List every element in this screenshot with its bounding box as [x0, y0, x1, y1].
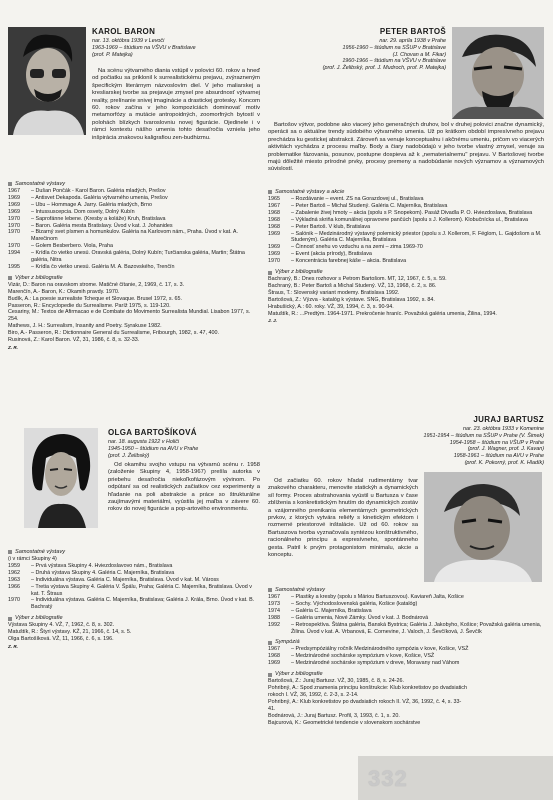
karol-bio-3: (prof. P. Matejka) [92, 51, 133, 58]
karol-text [92, 68, 260, 142]
item-text: – Plastiky a kresby (spolu s Máriou Bartuszovou). Kaviareň Jalta, Košice [291, 593, 464, 600]
item-year: 1967 [268, 593, 280, 600]
list-item [268, 594, 544, 601]
bibliography-entry: Matuštík, R.: Štyri výstavy. KŽ, 21, 1966, č. 14, s. 5. [8, 629, 132, 636]
item-text: – Peter Bartoš. V klub, Bratislava [291, 223, 371, 230]
peter-bib-list [268, 276, 544, 317]
peter-bib-heading: Výber z bibliografie [268, 269, 544, 276]
karol-bio-1: nar. 13. októbra 1939 v Levoči [92, 38, 165, 44]
karol-solo-list [8, 188, 260, 271]
section-marker-icon [8, 276, 12, 280]
item-year: 1969 [8, 201, 20, 208]
karol-name: KAROL BARON [92, 27, 156, 36]
item-text: – Krídla čo vietko unesú. Oravská galéria, Dolný Kubín; Turčianska galéria, Martin; Štátna galéria, Nitra [31, 250, 245, 264]
list-item [268, 601, 544, 608]
peter-name: PETER BARTOŠ [379, 27, 446, 36]
juraj-solo-heading: Samostatné výstavy [268, 587, 544, 594]
item-text: – Peter Bartoš – Michal Studený. Galéria C. Majerníka, Bratislava [291, 202, 448, 209]
juraj-text [268, 478, 418, 559]
list-item [8, 563, 260, 570]
list-item [8, 264, 260, 271]
item-year: 1967 [8, 187, 20, 194]
item-text: – Zabalenie živej hmoty – akcia (spolu s P. Snopekom). Pasáž Divadla P. O. Hviezdoslava, Bratislava [291, 209, 533, 216]
juraj-header [268, 415, 544, 467]
item-text: – Výkladná skriňa komunálnej opravovne pančúch (spolu s J. Kollerom). Klobučnícka ul., Bratislava [291, 216, 529, 223]
item-year: 1968 [268, 216, 280, 223]
juraj-paragraph: Od začiatku 60. rokov hľadal rudimentárny tvar znakového charakteru, menovite statickýh a dynamických síl formy. Proces abstrahovania vyústil u Bartusza v čase zblíženia s konkretistickým hnutím do dynamických zostáv a vzájomného prenikania elementárnych geometrických prvkov, z ktorých vytvára reliéfy s kinetickým efektom i rozmerné priestorové inštalácie. Už od 60. rokov sa Bartuszova tvorba vyznačovala syntézou konštruktivného, racionálneho princípu a expresívneho, spontánneho gesta. Patril k prvým protagonistom minimalu, akcie a konceptu. [268, 478, 418, 559]
bibliography-entry: Bodnárová, J.: Juraj Bartusz. Profil, 3, 1993, č. 1, s. 20. [268, 712, 400, 719]
item-text: – Individuálna výstava. Galéria C. Majerníka, Bratislava; Galéria J. Krála, Brno. Úvod v kat. B. Bachratý [31, 597, 255, 611]
peter-solo-list [268, 196, 544, 265]
list-item [268, 653, 544, 660]
bibliography-entry: Marenčín, A.- Baron, K.: Okamih pravdy. 1970. [8, 288, 120, 295]
peter-signature: J. J. [268, 318, 277, 324]
list-item [268, 608, 544, 615]
juraj-bio-2: 1951-1954 – štúdium na SŠUP v Prahe (V. Šimek) [423, 432, 544, 439]
item-text: – Koncentrácia farebnej káše – akcia. Bratislava [291, 258, 407, 265]
juraj-bio-6: (prof. K. Pokorný, prof. K. Hladík) [464, 459, 544, 466]
section-marker-icon [8, 617, 12, 621]
bibliography-entry: Bartošová, Z.: Výzva - katalóg k výstave. SNG, Bratislava 1992, s. 84. [268, 296, 435, 303]
karol-header [92, 27, 257, 58]
list-item [8, 597, 260, 611]
item-year: 1973 [268, 600, 280, 607]
bibliography-entry: Bartošová, Z.: Juraj Bartusz. VŽ, 30, 1985, č. 8, s. 24-26. [268, 678, 405, 685]
item-text: – Sochy. Východoslovenská galéria, Košice (katalóg) [291, 600, 418, 607]
peter-lists [268, 186, 544, 324]
bibliography-entry: Rusinová, Z.: Karol Baron. VŽ, 31, 1986, č. 8, s. 32-33. [8, 337, 140, 344]
item-text: – Retrospektíva. Štátna galéria, Banská Bystrica; Galéria J. Jakobyho, Košice; Považská galéria umenia, Žilina. Úvod v kat. A. Vrbanová, E. Cornevine, J. Valoch, J. Ševčíková, J. Ševčík [291, 621, 542, 635]
peter-bio-2: 1956-1960 – štúdium na SŠUP v Bratislave [342, 44, 446, 51]
olga-solo-heading: Samostatné výstavy [8, 549, 260, 556]
olga-solo-list [8, 563, 260, 611]
item-year: 1970 [8, 597, 20, 604]
olga-paragraph: Od okamihu svojho vstupu na výtvarnú scénu r. 1958 (založenie Skupiny 4, 1958-1967) prešla autorka v priebehu desaťročia niekoľkofázovým vývinom. Po odpútaní sa od realistických začiatkov cez experimenty a hľadanie na poli abstrakcie a práce so štrukturálne zaujímavými materiálmi, vyústila jej maľba v závere 60. rokov do novej figurácie a pop-artového environmentu. [108, 462, 260, 513]
list-item [268, 660, 544, 667]
juraj-sym-list [268, 646, 544, 667]
bibliography-entry: Cesariny, M.: Textos de Afirmacao e de Combate do Movimento Surrealista Mundial. Lisabon 1977, s. 254. [8, 309, 251, 323]
bibliography-entry: Bajcurová, K.: Geometrické tendencie v slovenskom sochárstve [268, 719, 421, 726]
peter-bio-4: 1960-1966 – štúdium na VŠVU v Bratislave [342, 58, 446, 65]
item-text: – Golem Besberbero. Viola, Praha [31, 243, 114, 250]
item-year: 1962 [8, 569, 20, 576]
item-text: – Dušan Pončák - Karol Baron. Galéria mladých, Prešov [31, 187, 166, 194]
karol-lists [8, 178, 260, 351]
item-text: – Event (akcia prírody), Bratislava [291, 251, 372, 258]
item-year: 1967 [268, 646, 280, 653]
list-item [268, 196, 544, 203]
olga-header [108, 428, 258, 459]
juraj-bio-3: 1954-1958 – štúdium na VŠUP v Prahe [449, 439, 544, 446]
olga-lists [8, 546, 260, 650]
list-item [268, 251, 544, 258]
section-marker-icon [8, 550, 12, 554]
list-item [268, 244, 544, 251]
section-marker-icon [268, 588, 272, 592]
juraj-bib-heading: Výber z bibliografie [268, 671, 544, 678]
list-item [268, 258, 544, 265]
peter-header [268, 27, 446, 72]
list-item [8, 250, 260, 264]
peter-bio-5: (prof. J. Želibský, prof. J. Mudroch, prof. P. Matejka) [322, 65, 446, 71]
karol-bib-list [8, 282, 260, 344]
item-text: – Činnosť snehu vo vzduchu a na zemi – zima 1969-70 [291, 244, 423, 251]
peter-bio-1: nar. 29. apríla 1938 v Prahe [379, 38, 446, 44]
section-marker-icon [8, 182, 12, 186]
list-item [8, 577, 260, 584]
item-text: – Krídla čo vietko unesú. Galéria M. A. Bazovského, Trenčín [31, 263, 175, 270]
item-text: – Druhá výstava Skupiny 4. Galéria C. Majerníka, Bratislava [31, 569, 175, 576]
list-item [8, 570, 260, 577]
item-text: – Medzinárodné sochárske sympózium v dreve, Moravany nad Váhom [291, 660, 460, 667]
item-text: – Predsympóziálny ročník Medzinárodného sympózia v kove, Košice, VSŽ [291, 646, 469, 653]
juraj-bio-4: (prof. J. Wagner, prof. J. Kavan) [467, 446, 544, 453]
list-item [8, 188, 260, 195]
list-item [8, 229, 260, 243]
item-year: 1969 [268, 230, 280, 237]
karol-solo-heading: Samostatné výstavy [8, 181, 260, 188]
bibliography-entry: Olga Bartošíková. VŽ, 11, 1966, č. 6, s. 196. [8, 636, 114, 643]
bibliography-entry: Pohribný, A.: Spod znamenia princípu konštrukcie: Klub konkretistov po dvadsiatich rokoch I. VŽ, 36, 1992, č. 2-3, s. 2-14. [268, 685, 467, 698]
item-text: – Medzinárodné sochárske sympózium v kove, Košice, VSŽ [291, 653, 435, 660]
item-text: – Antisvet Dekapoda. Galéria výtvarného umenia, Prešov [31, 194, 168, 201]
karol-signature: Z. R. [8, 345, 18, 350]
olga-bartosikova-portrait [24, 428, 98, 528]
juraj-solo-list [268, 594, 544, 635]
item-text: – Salónik – Medzinárodný výstavný polemický priestor (spolu s J. Kollerom, F. Féglom, L. Gajdošom a M. Studeným). Galéria C. Majerníka, Bratislava [291, 230, 542, 244]
item-text: – Rozdávanie – event. ZS na Gorazdovej ul., Bratislava [291, 195, 424, 202]
item-text: – Tretia výstava Skupiny 4. Galéria V. Špálu, Praha; Galéria C. Majerníka, Bratislava. Úvod v kat. T. Štraus [31, 583, 252, 597]
juraj-name: JURAJ BARTUSZ [473, 415, 544, 424]
bibliography-entry: Hrabušický, A.: 60. roky. VŽ, 39, 1994, č. 3, s. 90-94. [268, 303, 394, 310]
bibliography-entry: Pohribný, A.: Klub konkretistov po dvadsiatich rokoch II. VŽ, 36, 1992, č. 4, s. 33-41. [268, 698, 462, 712]
item-text: – Galéria umenia, Nové Zámky. Úvod v kat. J. Bodnárová [291, 614, 429, 621]
peter-text [268, 122, 544, 174]
item-year: 1969 [8, 208, 20, 215]
olga-bib-heading: Výber z bibliografie [8, 615, 260, 622]
item-year: 1970 [8, 222, 20, 229]
bibliography-entry: Vizár, D.: Baron na oravskom strome. Matičné čítanie, 2, 1969, č. 17, s. 3. [8, 281, 185, 288]
item-year: 1969 [268, 251, 280, 258]
list-item [268, 224, 544, 231]
item-year: 1970 [268, 258, 280, 265]
list-item [8, 202, 260, 209]
item-year: 1994 [8, 250, 20, 257]
peter-bio-3: (J. Chovan a M. Fikar) [392, 51, 446, 58]
page-number-box [358, 756, 553, 800]
section-marker-icon [268, 190, 272, 194]
list-item [8, 209, 260, 216]
juraj-bartusz-portrait [424, 472, 542, 582]
juraj-lists [268, 584, 544, 726]
bibliography-entry: Štraus, T.: Slovenský variant modemy. Bratislava 1992. [268, 289, 400, 296]
bibliography-entry: Bachraný, B.: Peter Bartoš a Michal Studený. VŽ, 13, 1968, č. 2, s. 86. [268, 282, 437, 289]
section-marker-icon [268, 641, 272, 645]
olga-bio-3: (prof. J. Želibský) [108, 452, 150, 459]
karol-bio-2: 1963-1969 – štúdium na VŠVU v Bratislave [92, 44, 196, 51]
item-year: 1968 [268, 653, 280, 660]
item-year: 1969 [268, 244, 280, 251]
list-item [268, 231, 544, 245]
olga-text [108, 462, 260, 514]
item-text: – Galéria C. Majerníka, Bratislava [291, 607, 372, 614]
bibliography-entry: Passeron, R.: Encyclopedie du Surrealisme. Paríž 1975, s. 119-120. [8, 302, 171, 309]
page-number: 332 [368, 766, 408, 791]
juraj-sym-heading: Sympóziá [268, 639, 544, 646]
item-year: 1966 [8, 583, 20, 590]
bibliography-entry: Matuštík, R.: ...Predtým. 1964-1971. Prekročenie hraníc. Považská galéria umenia, Žilina, 1994. [268, 310, 497, 317]
item-year: 1967 [268, 202, 280, 209]
olga-name: OLGA BARTOŠÍKOVÁ [108, 428, 197, 437]
item-year: 1965 [268, 195, 280, 202]
bibliography-entry: Biro, A.- Passeron, R.: Dictionnaire General du Surrealisme, Fribourgh, 1982, s. 47, 400. [8, 330, 219, 337]
item-year: 1970 [8, 243, 20, 250]
list-item [8, 195, 260, 202]
item-text: – Bizarný svet písmen a homunkulov. Galéria na Karlovom nám., Praha. Úvod v kat. A. Marečinom [31, 229, 238, 243]
bibliography-entry: Budík, A.: La poesie surrealiste Tcheque et Slovaque. Brusel 1972, s. 65. [8, 295, 183, 302]
olga-signature: Z. R. [8, 643, 18, 649]
list-item [268, 615, 544, 622]
juraj-bio-1: nar. 23. októbra 1933 v Komenine [462, 426, 544, 432]
olga-bio-1: nar. 18. augusta 1922 v Holiči [108, 439, 180, 445]
olga-bio-2: 1945-1950 – štúdium na AVU v Prahe [108, 445, 199, 452]
item-text: – Individuálna výstava. Galéria C. Majerníka, Bratislava. Úvod v kat. M. Váross [31, 576, 219, 583]
section-marker-icon [268, 673, 272, 677]
item-year: 1988 [268, 614, 280, 621]
bibliography-entry: Bachraný, B.: Dnes rozhovor s Petrom Bartošom. MT, 12, 1967, č. 5, s. 59. [268, 276, 447, 283]
karol-paragraph: Na scénu výtvarného diania vstúpil v polovici 60. rokov a hneď od počiatku sa priklonil k surrealistickému prejavu, zvýrazneným špecifickým literárnym názvoslovím diel. V jeho maliarskej a kresliarskej tvorbe sa prejavuje zmysel pre absurdnosť výtvarnej reality, prelínanie snivej imaginácie a drastickej grotesky. Koncom 60. rokov začína v jeho kompozíciách dominovať motív metamorfózy a mutácie antropoidných, zoomorfných bytostí v polohách blízkych tvaroslovniu novej figurácie. Ojedinele i v rámci kontextu nášho umenia tohto desaťročia vzniela jeho inšpirácia znakovou kaligrafiou zen-budhizmu. [92, 68, 260, 141]
item-year: 1995 [8, 263, 20, 270]
peter-bartos-portrait [452, 27, 544, 119]
item-year: 1963 [8, 576, 20, 583]
item-text: – Saprofánne lebene. (Kresby a koláže) Kruh, Bratislava [31, 215, 166, 222]
item-year: 1974 [268, 607, 280, 614]
peter-solo-heading: Samostatné výstavy a akcie [268, 189, 544, 196]
karol-bib-heading: Výber z bibliografie [8, 275, 260, 282]
item-year: 1992 [268, 621, 280, 628]
item-year: 1959 [8, 562, 20, 569]
olga-solo-subheading: (i v rámci Skupiny 4) [8, 555, 57, 562]
section-marker-icon [268, 271, 272, 275]
list-item [268, 217, 544, 224]
juraj-bio-5: 1958-1961 – štúdium na AVU v Prahe [453, 453, 544, 459]
item-text: – Prvá výstava Skupiny 4. Hviezdoslavovo nám., Bratislava [31, 562, 173, 569]
item-text: – Baron. Galéria mesta Bratislavy. Úvod v kat. J. Johanides [31, 222, 173, 229]
list-item [268, 622, 544, 636]
juraj-bib-list [268, 678, 468, 726]
list-item [8, 216, 260, 223]
item-year: 1970 [8, 229, 20, 236]
list-item [268, 203, 544, 210]
item-year: 1968 [268, 223, 280, 230]
item-year: 1968 [268, 209, 280, 216]
olga-bib-list [8, 622, 260, 643]
peter-paragraph: Bartošov výtvor, podobne ako viacerý jeho generačných druhov, bol v druhej polovici značne dynamický, operácii sa o aktuálne trendy súdobého výtvarného umenia. Už po krátkom období impresívneho prejavu prechádza ku gestickej abstrakcii. Zároveň sa venuje konceptualnu i akčnému umeniu, pričom vo viacerých aktivitách vychádza z procesu maľby. Body a čiary nadobúdajú v jeho tvorbe vlastný zmysel, venuje sa problematike fázovania, posunov, postupne dospieva až k „nematerialnemu" prejavu. V Bartošovej tvorbe majú dôležité miesto prírodné prvky, procesy premeny a nadobúdanie nových významov a významových súvislostí. [268, 122, 544, 173]
bibliography-entry: Mathews, J. H.: Surrealism, Insanity and Poetry. Syrakuse 1982. [8, 323, 162, 330]
item-year: 1970 [8, 215, 20, 222]
item-text: – Ubu – Hommage A. Jarry. Galéria mladých, Brno [31, 201, 152, 208]
item-year: 1969 [268, 660, 280, 667]
item-text: – Intussuscepcia. Dom osvety, Dolný Kubín [31, 208, 135, 215]
bibliography-entry: Výstava Skupiny 4. VŽ, 7, 1962, č. 8, s. 302. [8, 622, 115, 629]
list-item [8, 584, 260, 598]
item-year: 1969 [8, 194, 20, 201]
list-item [268, 210, 544, 217]
karol-baron-portrait [8, 27, 86, 135]
